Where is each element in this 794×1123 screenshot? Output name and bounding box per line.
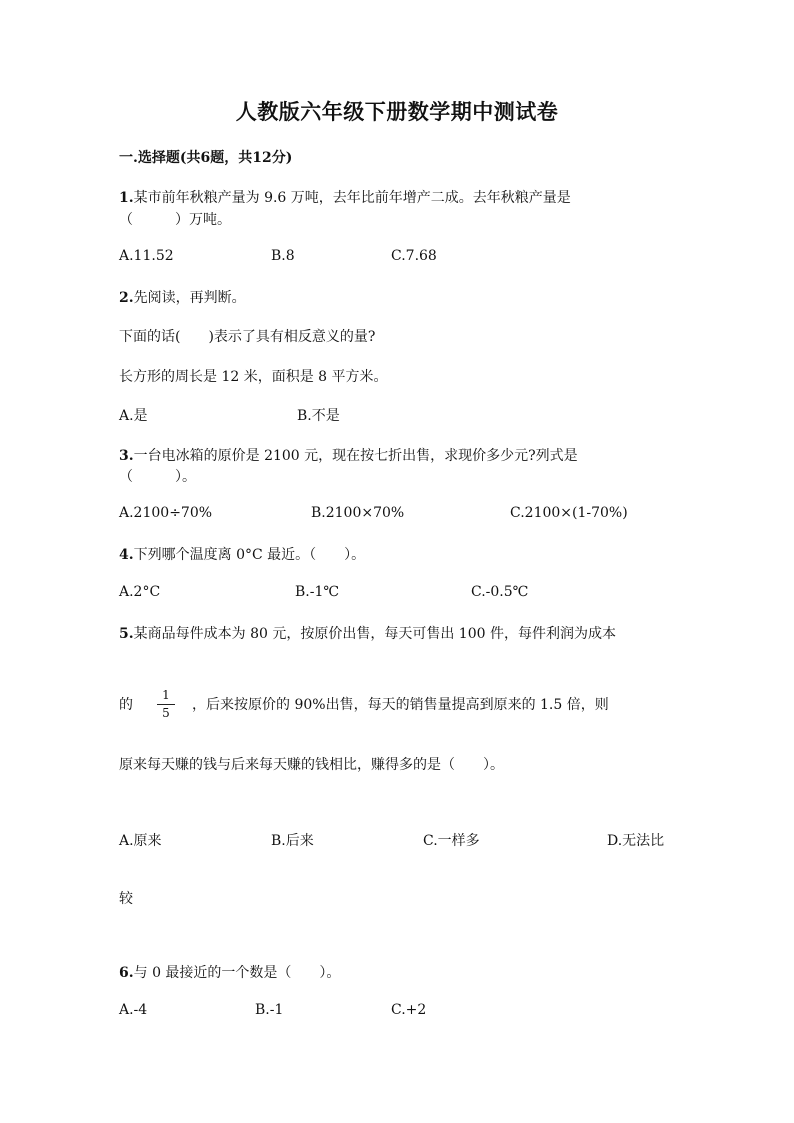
question-5-line-2: ，后来按原价的 90%出售，每天的销售量提高到原来的 1.5 倍，则: [192, 697, 609, 713]
question-1-line-2: （ ）万吨。: [119, 212, 231, 228]
question-3-text: 一台电冰箱的原价是 2100 元，现在按七折出售，求现价多少元?列式是: [133, 448, 578, 464]
question-4-text: 下列哪个温度离 0°C 最近。（ ）。: [133, 547, 366, 563]
question-5-number: 5.: [119, 626, 134, 642]
question-2-option-a[interactable]: A.是: [119, 408, 148, 424]
question-3-option-c[interactable]: C.2100×(1-70%): [510, 505, 628, 521]
question-4-number: 4.: [119, 547, 134, 563]
question-2-line-1: [119, 287, 246, 307]
question-3-option-b[interactable]: B.2100×70%: [311, 505, 405, 521]
question-2-line-2: 下面的话( )表示了具有相反意义的量?: [119, 329, 376, 345]
question-5-line-3: 原来每天赚的钱与后来每天赚的钱相比，赚得多的是（ ）。: [119, 757, 504, 773]
question-6-line-1: [119, 962, 340, 982]
fraction-one-fifth: [157, 688, 175, 721]
question-5-line-2-prefix: 的: [119, 697, 133, 713]
question-4-option-c[interactable]: C.-0.5℃: [471, 584, 529, 600]
fraction-numerator: 1: [162, 688, 170, 702]
fraction-denominator: 5: [162, 706, 170, 720]
section-heading: 一.选择题(共6题，共12分): [119, 150, 293, 166]
question-5-text: 某商品每件成本为 80 元，按原价出售，每天可售出 100 件，每件利润为成本: [133, 626, 616, 642]
question-1-option-b[interactable]: B.8: [271, 248, 295, 264]
question-6-text: 与 0 最接近的一个数是（ ）。: [133, 965, 341, 981]
question-5-option-c[interactable]: C.一样多: [423, 833, 480, 849]
question-2-option-b[interactable]: B.不是: [297, 408, 340, 424]
question-1-option-c[interactable]: C.7.68: [391, 248, 437, 264]
question-3-line-1: [119, 445, 578, 465]
question-3-option-a[interactable]: A.2100÷70%: [119, 505, 213, 521]
question-6-option-c[interactable]: C.+2: [391, 1002, 427, 1018]
question-4-option-a[interactable]: A.2°C: [119, 584, 161, 600]
question-1-text: 某市前年秋粮产量为 9.6 万吨，去年比前年增产二成。去年秋粮产量是: [133, 190, 571, 206]
question-5-option-d-wrap: 较: [119, 891, 133, 907]
page-title: 人教版六年级下册数学期中测试卷: [235, 99, 559, 124]
question-4-line-1: [119, 544, 365, 564]
question-5-line-1: [119, 623, 616, 643]
question-6-number: 6.: [119, 965, 134, 981]
question-5-option-b[interactable]: B.后来: [271, 833, 314, 849]
question-6-option-b[interactable]: B.-1: [255, 1002, 284, 1018]
question-5-option-d[interactable]: D.无法比: [607, 833, 665, 849]
question-5-option-a[interactable]: A.原来: [119, 833, 162, 849]
question-6-option-a[interactable]: A.-4: [119, 1002, 148, 1018]
question-2-line-3: 长方形的周长是 12 米，面积是 8 平方米。: [119, 369, 388, 385]
question-2-text: 先阅读，再判断。: [133, 290, 246, 306]
question-4-option-b[interactable]: B.-1℃: [295, 584, 340, 600]
question-1-option-a[interactable]: A.11.52: [119, 248, 174, 264]
fraction-bar: [157, 704, 175, 705]
question-1-number: 1.: [119, 190, 134, 206]
question-3-line-2: （ ）。: [119, 469, 196, 485]
question-3-number: 3.: [119, 448, 134, 464]
question-1-line-1: [119, 187, 571, 207]
question-2-number: 2.: [119, 290, 134, 306]
